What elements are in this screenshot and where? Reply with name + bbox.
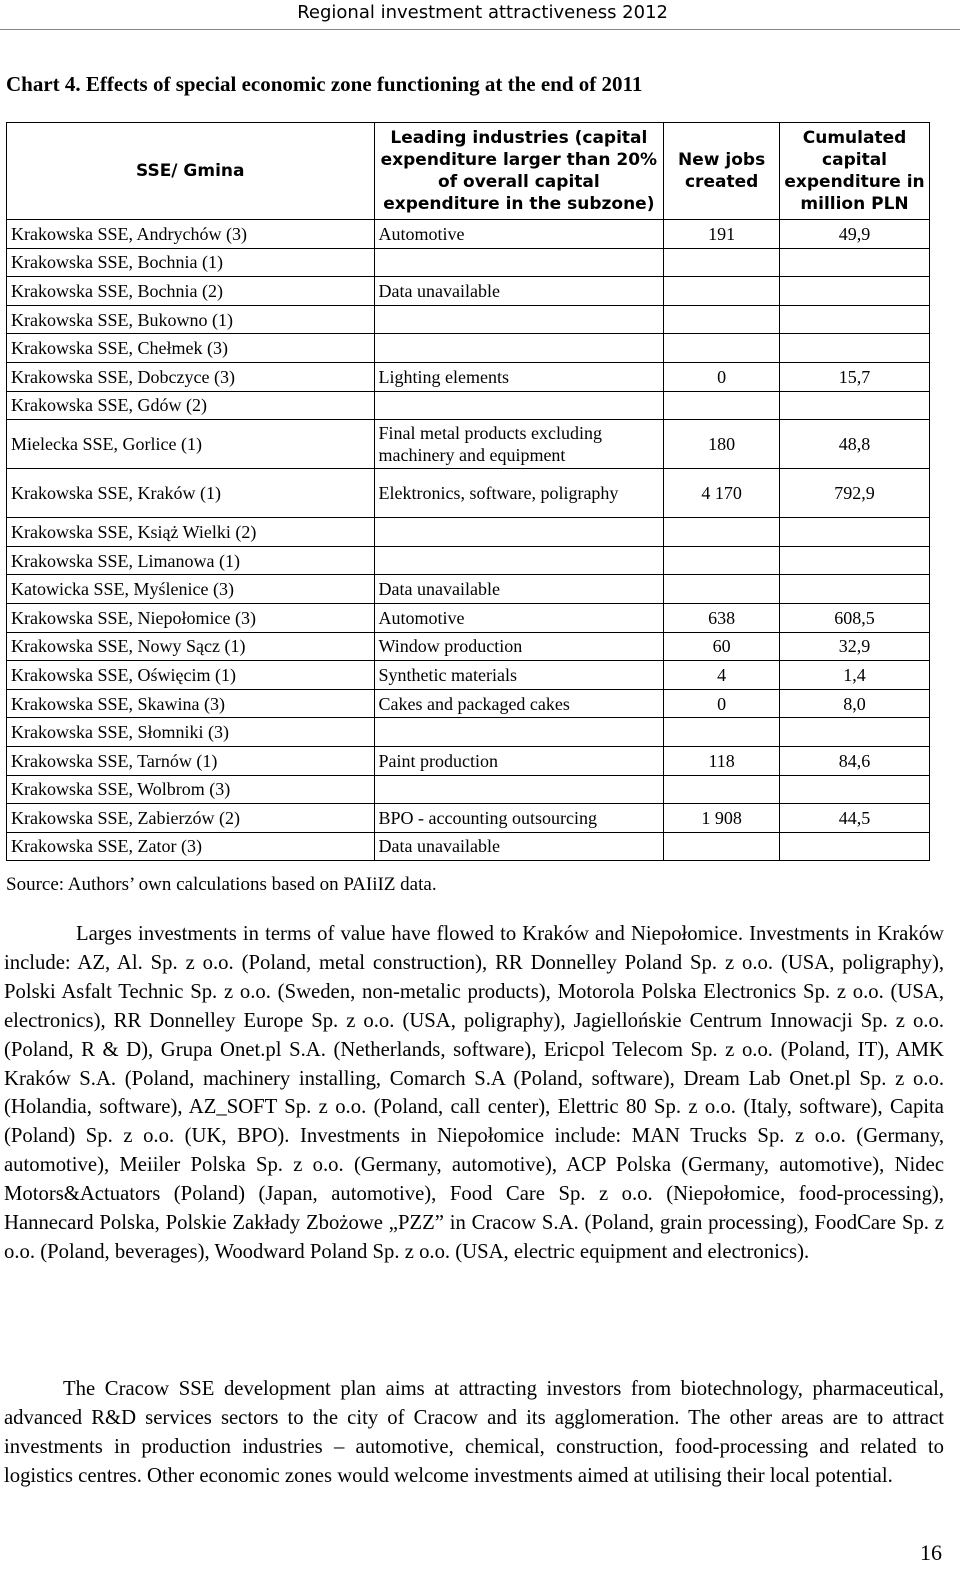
capex-cell (780, 718, 930, 747)
sse-name-cell: Krakowska SSE, Dobczyce (3) (7, 362, 375, 391)
column-header-cumulated-capex: Cumulated capital expenditure in million PLN (780, 123, 930, 220)
table-row (7, 546, 930, 575)
paragraph-investments: Larges investments in terms of value have flowed to Kraków and Niepołomice. Investments in Kraków include: AZ, Al. Sp. z o.o. (Poland, metal construction), RR Donnelley Poland Sp. z o.o. (USA, poligraphy), Polski Asfalt Technic Sp. z o.o. (Sweden, non-metalic products), Motorola Polska Electronics Sp. z o.o. (USA, electronics), RR Donnelley Europe Sp. z o.o. (USA, poligraphy), Jagiellońskie Centrum Innowacji Sp. z o.o. (Poland, R & D), Grupa Onet.pl S.A. (Netherlands, software), Ericpol Telecom Sp. z o.o. (Poland, IT), AMK Kraków S.A. (Poland, machinery installing, Comarch S.A (Poland, software), Dream Lab Onet.pl Sp. z o.o. (Holandia, software), AZ_SOFT Sp. z o.o. (Poland, call center), Elettric 80 Sp. z o.o. (Italy, software), Capita (Poland) Sp. z o.o. (UK, BPO). Investments in Niepołomice include: MAN Trucks Sp. z o.o. (Germany, automotive), Meiiler Polska Sp. z o.o. (Germany, automotive), ACP Polska (Germany, automotive), Nidec Motors&Actuators (Poland) (Japan, automotive), Food Care Sp. z o.o. (Niepołomice, food-processing), Hannecard Polska, Polskie Zakłady Zbożowe „PZZ” in Cracow S.A. (Poland, grain processing), FoodCare Sp. z o.o. (Poland, beverages), Woodward Poland Sp. z o.o. (USA, electric equipment and electronics). (4, 923, 944, 1263)
capex-cell (780, 391, 930, 420)
new-jobs-cell (664, 248, 780, 277)
capex-cell (780, 305, 930, 334)
capex-cell (780, 277, 930, 306)
sse-table (6, 122, 930, 861)
capex-cell: 84,6 (780, 746, 930, 775)
new-jobs-cell (664, 277, 780, 306)
table-row (7, 661, 930, 690)
industry-cell: Data unavailable (374, 832, 664, 861)
industry-cell (374, 305, 664, 334)
new-jobs-cell: 4 (664, 661, 780, 690)
table-header-row (7, 123, 930, 220)
table-row (7, 632, 930, 661)
capex-cell: 48,8 (780, 420, 930, 469)
capex-cell: 792,9 (780, 469, 930, 518)
table-row (7, 832, 930, 861)
sse-name-cell: Mielecka SSE, Gorlice (1) (7, 420, 375, 469)
table-row (7, 220, 930, 249)
new-jobs-cell: 180 (664, 420, 780, 469)
sse-name-cell: Krakowska SSE, Niepołomice (3) (7, 603, 375, 632)
source-note: Source: Authors’ own calculations based on PAIiIZ data. (6, 874, 437, 895)
industry-cell: Synthetic materials (374, 661, 664, 690)
sse-name-cell: Krakowska SSE, Chełmek (3) (7, 334, 375, 363)
table-body (7, 220, 930, 861)
industry-cell (374, 518, 664, 547)
new-jobs-cell (664, 575, 780, 604)
new-jobs-cell: 118 (664, 746, 780, 775)
industry-cell (374, 546, 664, 575)
capex-cell (780, 248, 930, 277)
new-jobs-cell (664, 546, 780, 575)
new-jobs-cell: 638 (664, 603, 780, 632)
new-jobs-cell: 0 (664, 362, 780, 391)
capex-cell: 32,9 (780, 632, 930, 661)
sse-name-cell: Krakowska SSE, Książ Wielki (2) (7, 518, 375, 547)
capex-cell: 8,0 (780, 689, 930, 718)
sse-name-cell: Krakowska SSE, Nowy Sącz (1) (7, 632, 375, 661)
table-row (7, 575, 930, 604)
table-row (7, 277, 930, 306)
new-jobs-cell (664, 518, 780, 547)
sse-name-cell: Krakowska SSE, Zabierzów (2) (7, 804, 375, 833)
table-row (7, 469, 930, 518)
column-header-new-jobs: New jobs created (664, 123, 780, 220)
table-row (7, 603, 930, 632)
sse-name-cell: Krakowska SSE, Tarnów (1) (7, 746, 375, 775)
industry-cell: BPO - accounting outsourcing (374, 804, 664, 833)
sse-name-cell: Krakowska SSE, Gdów (2) (7, 391, 375, 420)
industry-cell: Final metal products excluding machinery and equipment (374, 420, 664, 469)
new-jobs-cell: 1 908 (664, 804, 780, 833)
industry-cell: Window production (374, 632, 664, 661)
running-header: Regional investment attractiveness 2012 (0, 0, 960, 30)
capex-cell (780, 334, 930, 363)
table-row (7, 248, 930, 277)
industry-cell: Paint production (374, 746, 664, 775)
sse-name-cell: Krakowska SSE, Bochnia (1) (7, 248, 375, 277)
industry-cell: Elektronics, software, poligraphy (374, 469, 664, 518)
sse-name-cell: Krakowska SSE, Skawina (3) (7, 689, 375, 718)
sse-name-cell: Katowicka SSE, Myślenice (3) (7, 575, 375, 604)
new-jobs-cell (664, 305, 780, 334)
sse-name-cell: Krakowska SSE, Andrychów (3) (7, 220, 375, 249)
industry-cell (374, 775, 664, 804)
new-jobs-cell (664, 832, 780, 861)
column-header-leading-industries: Leading industries (capital expenditure larger than 20% of overall capital expenditure in the subzone) (374, 123, 664, 220)
sse-name-cell: Krakowska SSE, Limanowa (1) (7, 546, 375, 575)
capex-cell (780, 546, 930, 575)
industry-cell (374, 334, 664, 363)
table-row (7, 420, 930, 469)
sse-name-cell: Krakowska SSE, Oświęcim (1) (7, 661, 375, 690)
new-jobs-cell (664, 718, 780, 747)
table-row (7, 305, 930, 334)
capex-cell (780, 518, 930, 547)
new-jobs-cell: 191 (664, 220, 780, 249)
industry-cell: Automotive (374, 603, 664, 632)
table-row (7, 518, 930, 547)
new-jobs-cell: 0 (664, 689, 780, 718)
new-jobs-cell: 60 (664, 632, 780, 661)
capex-cell: 608,5 (780, 603, 930, 632)
new-jobs-cell (664, 334, 780, 363)
capex-cell (780, 832, 930, 861)
capex-cell (780, 575, 930, 604)
industry-cell (374, 391, 664, 420)
new-jobs-cell (664, 775, 780, 804)
sse-name-cell: Krakowska SSE, Bukowno (1) (7, 305, 375, 334)
industry-cell: Lighting elements (374, 362, 664, 391)
table-row (7, 689, 930, 718)
industry-cell (374, 248, 664, 277)
sse-name-cell: Krakowska SSE, Słomniki (3) (7, 718, 375, 747)
sse-name-cell: Krakowska SSE, Wolbrom (3) (7, 775, 375, 804)
capex-cell: 1,4 (780, 661, 930, 690)
table-row (7, 718, 930, 747)
sse-name-cell: Krakowska SSE, Bochnia (2) (7, 277, 375, 306)
new-jobs-cell: 4 170 (664, 469, 780, 518)
industry-cell: Data unavailable (374, 277, 664, 306)
chart-title: Chart 4. Effects of special economic zone functioning at the end of 2011 (6, 72, 643, 96)
paragraph-development-plan: The Cracow SSE development plan aims at attracting investors from biotechnology, pharmaceutical, advanced R&D services sectors to the city of Cracow and its agglomeration. The other areas are to attract investments in production industries – automotive, chemical, construction, food-processing and related to logistics centres. Other economic zones would welcome investments aimed at utilising their local potential. (4, 1378, 944, 1487)
capex-cell: 44,5 (780, 804, 930, 833)
capex-cell: 49,9 (780, 220, 930, 249)
industry-cell: Cakes and packaged cakes (374, 689, 664, 718)
table-row (7, 391, 930, 420)
table-row (7, 746, 930, 775)
industry-cell (374, 718, 664, 747)
sse-name-cell: Krakowska SSE, Kraków (1) (7, 469, 375, 518)
table-row (7, 804, 930, 833)
sse-name-cell: Krakowska SSE, Zator (3) (7, 832, 375, 861)
industry-cell: Automotive (374, 220, 664, 249)
new-jobs-cell (664, 391, 780, 420)
column-header-sse-gmina: SSE/ Gmina (7, 123, 375, 220)
table-row (7, 334, 930, 363)
capex-cell (780, 775, 930, 804)
industry-cell: Data unavailable (374, 575, 664, 604)
capex-cell: 15,7 (780, 362, 930, 391)
table-row (7, 362, 930, 391)
table-row (7, 775, 930, 804)
page-number: 16 (920, 1540, 942, 1565)
